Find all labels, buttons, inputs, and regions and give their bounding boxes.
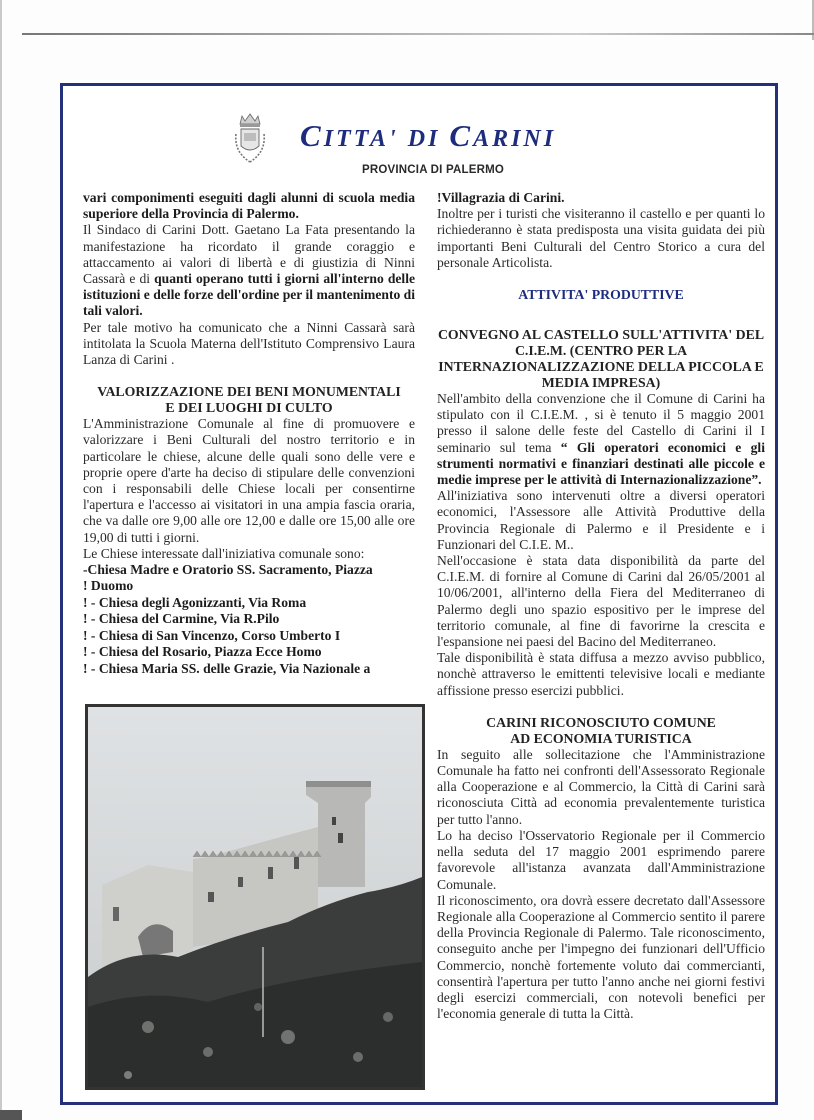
sindaco-bold-text: quanti operano tutti i giorni all'interno delle istituzioni e delle forze dell'ordine per il mantenimento di tali valori.	[83, 271, 416, 319]
chiese-list	[83, 562, 415, 677]
coat-of-arms-icon	[231, 112, 269, 170]
letterhead	[63, 106, 775, 186]
convegno-paragraph	[437, 391, 765, 488]
sindaco-paragraph	[83, 222, 415, 319]
convegno-text: Nell'ambito della convenzione che il Comune di Carini ha stipulato con il C.I.E.M. , si è tenuto il 5 maggio 2001 presso il salone delle feste del Castello di Carini il I seminario sul tema	[437, 391, 765, 455]
intro-paragraph: vari componimenti eseguiti dagli alunni di scuola media superiore della Provincia di Palermo.	[83, 190, 415, 222]
chiese-intro: Le Chiese interessate dall'iniziativa comunale sono:	[83, 545, 365, 561]
castle-image	[88, 707, 422, 1087]
motivo-paragraph: Per tale motivo ha comunicato che a Ninni Cassarà sarà intitolata la Scuola Materna dell'Istituto Comprensivo Laura Lanza di Carini .	[83, 319, 415, 368]
list-item: ! - Chiesa Maria SS. delle Grazie, Via Nazionale a	[83, 660, 371, 676]
section-heading-turistica-2: AD ECONOMIA TURISTICA	[510, 730, 692, 746]
section-heading-convegno: CONVEGNO AL CASTELLO SULL'ATTIVITA' DEL C.I.E.M. (CENTRO PER LA INTERNAZIONALIZZAZIONE DELLA PICCOLA E MEDIA IMPRESA)	[437, 327, 765, 391]
page-subtitle: PROVINCIA DI PALERMO	[362, 164, 505, 176]
title-part-2: ARINI	[473, 126, 557, 152]
list-item: ! - Chiesa del Rosario, Piazza Ecce Homo	[83, 644, 322, 660]
villagrazia-line: !Villagrazia di Carini.	[437, 190, 565, 205]
list-item: ! - Chiesa di San Vincenzo, Corso Umberto I	[83, 627, 341, 643]
beni-paragraph: L'Amministrazione Comunale al fine di promuovere e valorizzare i Beni Culturali del nostro territorio e in particolare le chiese, alcune delle quali sono delle vere e proprie opere d'arte ha deciso di stipulare delle convenzioni con i responsabili delle Chiese locali per consentirne l'apertura e l'accesso ai visitatori in una ampia fascia oraria, che va dalle ore 9,00 alle ore 12,00 e dalle ore 15,00 alle ore 19,00 di tutti i giorni.	[83, 416, 415, 545]
title-part-1: ITTA' DI	[323, 126, 450, 152]
page-title	[300, 118, 556, 154]
scan-top-rule	[22, 33, 814, 35]
left-column	[83, 190, 415, 677]
list-item: -Chiesa Madre e Oratorio SS. Sacramento, Piazza	[83, 562, 373, 578]
diffusa-paragraph: Tale disponibilità è stata diffusa a mezzo avviso pubblico, nonchè attraverso le emittenti televisive locali e mediante affissione presso esercizi pubblici.	[437, 650, 765, 698]
section-heading-turistica-1: CARINI RICONOSCIUTO COMUNE	[486, 714, 716, 730]
list-item: ! Duomo	[83, 578, 134, 594]
scan-corner-mark	[0, 1110, 22, 1120]
list-item: ! - Chiesa del Carmine, Via R.Pilo	[83, 611, 280, 627]
castle-photo	[85, 704, 425, 1090]
sindaco-text: Il Sindaco di Carini Dott. Gaetano La Fata presentando la manifestazione ha ricordato il grande coraggio e attaccamento ai valori di libertà e di giustizia di Ninni Cassarà e di	[83, 222, 415, 287]
occasione-paragraph: Nell'occasione è stata data disponibilità da parte del C.I.E.M. di fornire al Comune di Carini dal 26/05/2001 al 10/06/2001, all'interno della Fiera del Mediterraneo di Palermo degli uno spazio espositivo per le imprese del territorio comunale, al fine di favorirne la crescita e l'espansione nei paesi del Bacino del Mediterraneo.	[437, 553, 765, 650]
iniziativa-paragraph: All'iniziativa sono intervenuti oltre a diversi operatori economici, l'Assessore alle Attività Produttive della Provincia Regionale di Palermo e il Presidente e i Funzionari del C.I.E. M..	[437, 488, 765, 552]
section-heading-attivita: ATTIVITA' PRODUTTIVE	[518, 287, 684, 303]
page-frame	[60, 83, 778, 1105]
title-initial-1: C	[300, 118, 324, 153]
turistica-paragraph-2: Lo ha deciso l'Osservatorio Regionale per il Commercio nella seduta del 17 maggio 2001 esprimendo parere favorevole all'istanza avanzata dall'Amministrazione Comunale.	[437, 827, 765, 892]
turistica-paragraph-3: Il riconoscimento, ora dovrà essere decretato dall'Assessore Regionale alla Cooperazione al Commercio sentito il parere della Provincia Regionale di Palermo. Tale riconoscimento, conseguito anche per l'impegno dei funzionari dell'Ufficio Commercio, nonchè fortemente voluto dai commercianti, consentirà l'apertura per tutto l'anno anche nei giorni festivi degli esercizi commerciali, con notevoli benefici per l'economia generale di tutta la Città.	[437, 892, 765, 1022]
scan-left-edge	[0, 0, 2, 1120]
title-initial-2: C	[449, 118, 474, 153]
convegno-bold-text: “ Gli operatori economici e gli strumenti normativi e finanziari destinati alle piccole e medie imprese per le attività di Internazionalizzazione”.	[437, 439, 765, 488]
section-heading-beni-1: VALORIZZAZIONE DEI BENI MONUMENTALI	[97, 384, 401, 400]
section-heading-beni-2: E DEI LUOGHI DI CULTO	[165, 400, 333, 416]
right-column	[437, 190, 765, 1022]
list-item: ! - Chiesa degli Agonizzanti, Via Roma	[83, 594, 307, 610]
turisti-paragraph: Inoltre per i turisti che visiteranno il castello e per quanti lo richiederanno è stata predisposta una visita guidata dei più importanti Beni Culturali del Centro Storico a cura del personale Articolista.	[437, 206, 765, 270]
turistica-paragraph-1: In seguito alle sollecitazione che l'Amministrazione Comunale ha fatto nei confronti dell'Assessorato Regionale alla Cooperazione e al Commercio, la Città di Carini sarà riconosciuta Città ad economia prevalentemente turistica per tutto l'anno.	[437, 746, 765, 827]
